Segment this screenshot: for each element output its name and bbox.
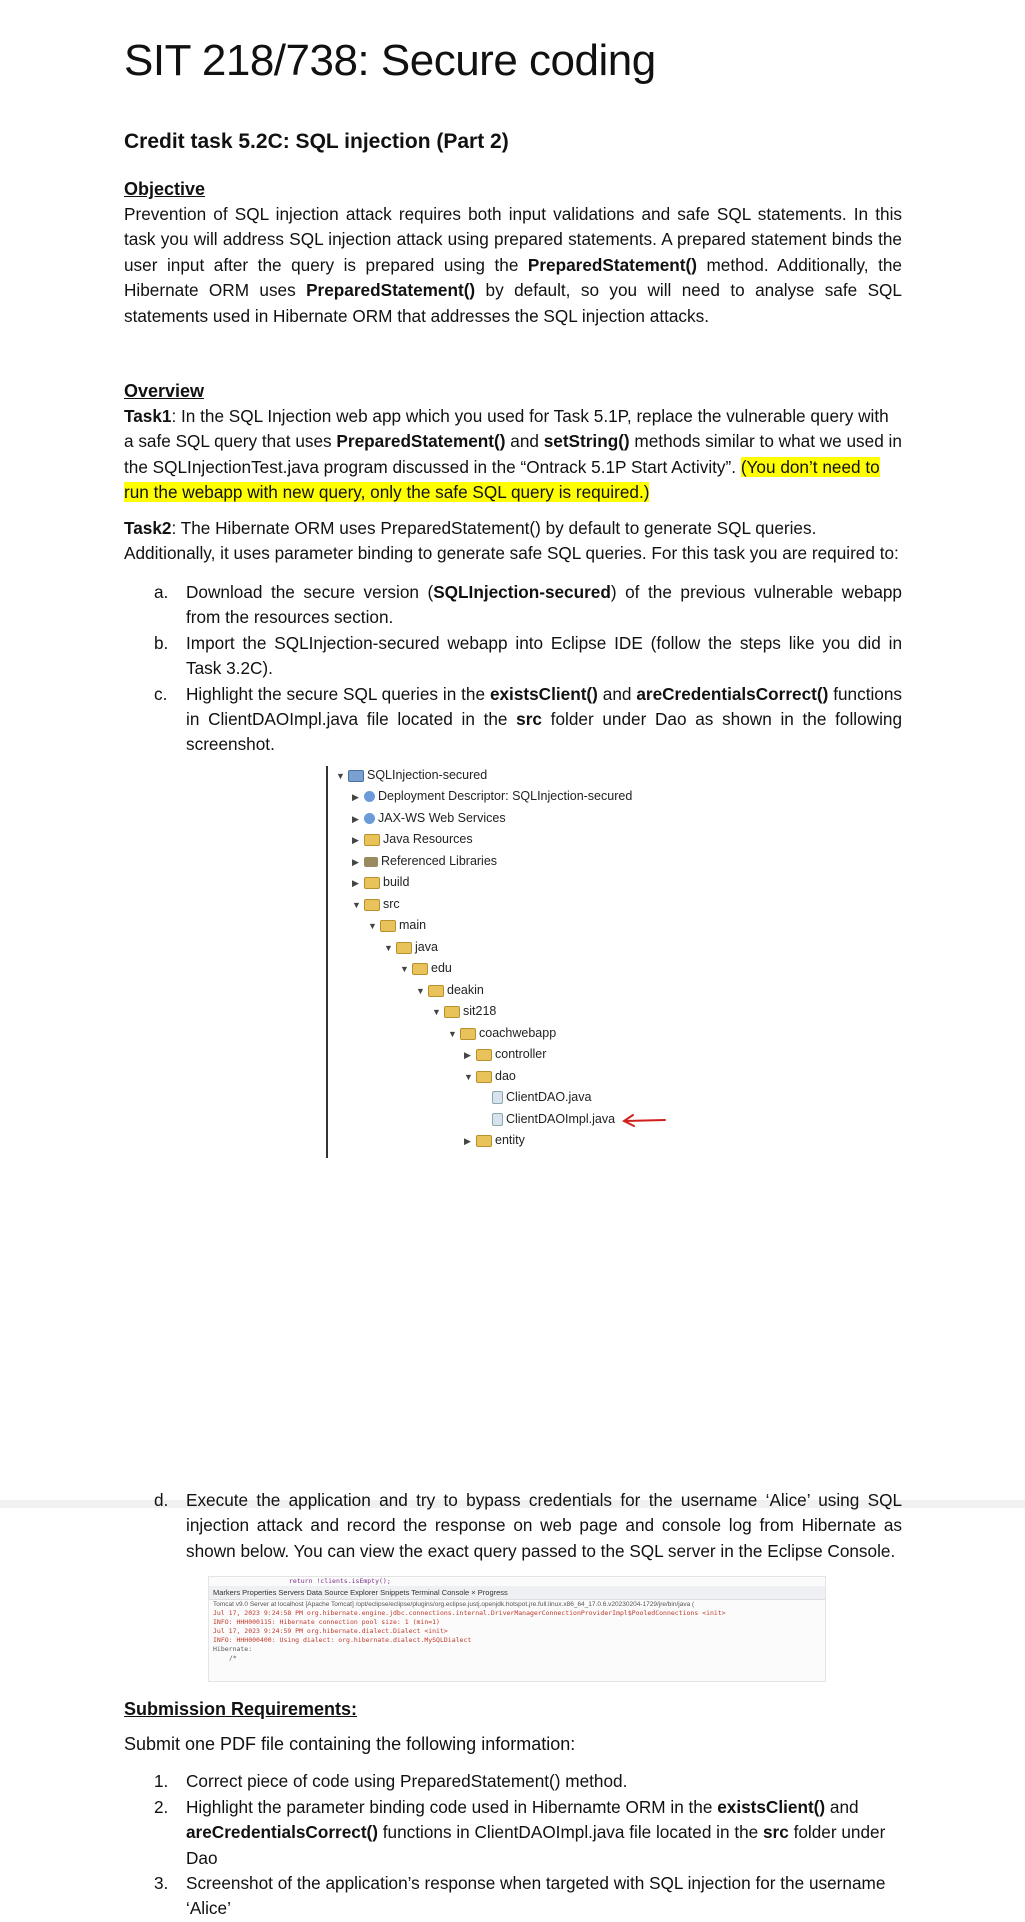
task-subtitle: Credit task 5.2C: SQL injection (Part 2) [124,130,509,153]
console-line: Jul 17, 2023 9:24:58 PM org.hibernate.engine.jdbc.connections.internal.DriverManagerConnectionProviderImpl$PooledConnections <init> [213,1609,726,1617]
submission-section [124,1696,902,1922]
console-line: Tomcat v9.0 Server at localhost [Apache Tomcat] /opt/eclipse/eclipse/plugins/org.eclipse.justj.openjdk.hotspot.jre.full.linux.x86_64_17.0.6.v20230204-1729/jre/bin/java ( [213,1601,695,1608]
tree-clientdao: ClientDAO.java [480,1088,591,1106]
tree-dao: ▼ dao [464,1069,516,1083]
java-resources-icon [364,834,380,846]
tree-edu: ▼ edu [400,961,452,975]
code-line: return !clients.isEmpty(); [289,1577,391,1585]
tree-entity: ▶ entity [464,1133,525,1147]
project-explorer-screenshot [326,766,688,1158]
tree-deakin: ▼ deakin [416,983,484,997]
console-tab-bar: Markers Properties Servers Data Source Explorer Snippets Terminal Console × Progress [209,1586,825,1600]
console-line: INFO: HHH000400: Using dialect: org.hibernate.dialect.MySQLDialect [213,1636,472,1644]
submission-item-1: 1. Correct piece of code using PreparedStatement() method. [154,1771,628,1792]
steps-list [124,580,902,758]
task1-highlight: (You don’t need to run the webapp with new query, only the safe SQL query is required.) [124,456,880,503]
console-line: INFO: HHH000115: Hibernate connection pool size: 1 (min=1) [213,1618,440,1626]
descriptor-icon [364,791,375,802]
overview-heading: Overview [124,381,205,401]
red-arrow-icon [621,1113,667,1127]
objective-section [124,176,902,329]
submission-item-3: 3. Screenshot of the application’s response when targeted with SQL injection for the username ‘Alice’ [154,1873,886,1919]
console-line: Hibernate: [213,1645,253,1653]
tree-java: ▼ java [384,940,438,954]
tree-root: ▼ SQLInjection-secured [336,768,488,782]
step-a: a. Download the secure version (SQLInjection-secured) of the previous vulnerable webapp from the resources section. [154,582,902,628]
folder-icon [444,1006,460,1018]
folder-icon [476,1049,492,1061]
submission-intro: Submit one PDF file containing the following information: [124,1734,576,1754]
task2-section [124,516,902,567]
tree-referenced-libraries: ▶ Referenced Libraries [352,854,498,868]
submission-item-2: 2. Highlight the parameter binding code used in Hibernamte ORM in the existsClient() and areCredentialsCorrect() functions in ClientDAOImpl.java file located in the src folder under Dao [154,1796,886,1868]
document-title: SIT 218/738: Secure coding [124,36,656,85]
tree-clientdaoimpl: ClientDAOImpl.java [480,1110,667,1128]
task2-text: Task2: The Hibernate ORM uses PreparedStatement() by default to generate SQL queries. Additionally, it uses parameter binding to generate safe SQL queries. For this task you are required to: [124,518,899,564]
folder-icon [396,942,412,954]
folder-icon [476,1135,492,1147]
webservice-icon [364,813,375,824]
folder-icon [476,1071,492,1083]
folder-icon [428,985,444,997]
eclipse-console-screenshot [208,1576,826,1682]
console-line: Jul 17, 2023 9:24:59 PM org.hibernate.dialect.Dialect <init> [213,1627,448,1635]
step-b: b. Import the SQLInjection-secured webapp into Eclipse IDE (follow the steps like you did in Task 3.2C). [154,632,902,679]
tree-java-resources: ▶ Java Resources [352,832,473,846]
tree-deployment: ▶ Deployment Descriptor: SQLInjection-secured [352,789,633,803]
overview-section [124,378,902,506]
tree-coachwebapp: ▼ coachwebapp [448,1026,557,1040]
java-file-icon [492,1113,503,1126]
folder-icon [364,877,380,889]
folder-icon [364,899,380,911]
folder-icon [412,963,428,975]
objective-text: Prevention of SQL injection attack requires both input validations and safe SQL statements. In this task you will address SQL injection attack using prepared statements. A prepared statement binds the user input after the query is prepared using the PreparedStatement() method. Additionally, the Hibernate ORM uses PreparedStatement() by default, so you will need to analyse safe SQL statements used in Hibernate ORM that addresses the SQL injection attacks. [124,204,902,326]
step-c: c. Highlight the secure SQL queries in the existsClient() and areCredentialsCorrect() functions in ClientDAOImpl.java file located in the src folder under Dao as shown in the following screenshot. [154,683,903,755]
library-icon [364,857,378,867]
tree-controller: ▶ controller [464,1047,547,1061]
tree-src: ▼ src [352,897,400,911]
java-file-icon [492,1091,503,1104]
submission-heading: Submission Requirements: [124,1699,358,1719]
tree-build: ▶ build [352,875,410,889]
folder-icon [380,920,396,932]
step-d: d. Execute the application and try to bypass credentials for the username ‘Alice’ using SQL injection attack and record the response on web page and console log from Hibernate as shown below. You can view the exact query passed to the SQL server in the Eclipse Console. [154,1490,902,1561]
project-icon [348,770,364,782]
tree-main: ▼ main [368,918,427,932]
task1-text: Task1: In the SQL Injection web app which you used for Task 5.1P, replace the vulnerable query with a safe SQL query that uses PreparedStatement() and setString() methods similar to what we used in the SQLInjectionTest.java program discussed in the “Ontrack 5.1P Start Activity”. (You don’t need to run the webapp with new query, only the safe SQL query is required.) [124,406,902,503]
folder-icon [460,1028,476,1040]
tree-jaxws: ▶ JAX-WS Web Services [352,811,506,825]
step-d-container [124,1488,902,1564]
console-line: /* [229,1654,237,1662]
tree-sit218: ▼ sit218 [432,1004,497,1018]
objective-heading: Objective [124,179,206,199]
